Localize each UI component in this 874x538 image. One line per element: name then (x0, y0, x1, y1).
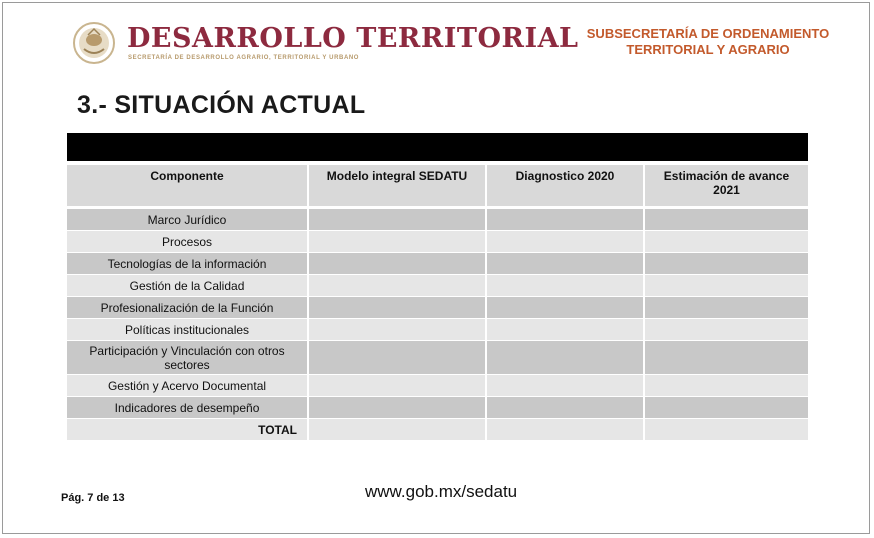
section-title: 3.- SITUACIÓN ACTUAL (77, 91, 366, 119)
modelo-total-cell (308, 419, 486, 441)
table-row (67, 341, 808, 375)
componente-cell: Indicadores de desempeño (67, 397, 308, 419)
col-header-diagnostico-2020: Diagnostico 2020 (486, 165, 644, 208)
table-row (67, 253, 808, 275)
table-row (67, 375, 808, 397)
diagnostico-cell (486, 208, 644, 231)
modelo-cell (308, 231, 486, 253)
footer-url[interactable]: www.gob.mx/sedatu (365, 482, 518, 501)
table-header-row (67, 165, 808, 208)
table-row (67, 275, 808, 297)
componente-cell: Gestión y Acervo Documental (67, 375, 308, 397)
estimacion-cell (644, 319, 808, 341)
estimacion-cell (644, 208, 808, 231)
estimacion-cell (644, 275, 808, 297)
diagnostico-cell (486, 297, 644, 319)
componente-cell: Políticas institucionales (67, 319, 308, 341)
estimacion-cell (644, 253, 808, 275)
estimacion-cell (644, 297, 808, 319)
diagnostico-cell (486, 341, 644, 375)
modelo-cell (308, 253, 486, 275)
table-total-row (67, 419, 808, 441)
modelo-cell (308, 208, 486, 231)
subsecretaria-title: SUBSECRETARÍA DE ORDENAMIENTO TERRITORIAL Y AGRARIO (586, 26, 830, 57)
table-row (67, 397, 808, 419)
estimacion-cell (644, 231, 808, 253)
modelo-cell (308, 397, 486, 419)
total-label: TOTAL (67, 419, 308, 441)
brand-title: DESARROLLO TERRITORIAL (127, 23, 579, 54)
table-row (67, 208, 808, 231)
modelo-cell (308, 297, 486, 319)
componente-cell: Profesionalización de la Función (67, 297, 308, 319)
table-row (67, 319, 808, 341)
diagnostico-cell (486, 231, 644, 253)
modelo-cell (308, 275, 486, 297)
table-row (67, 231, 808, 253)
diagnostico-cell (486, 375, 644, 397)
diagnostico-total-cell (486, 419, 644, 441)
componente-cell: Procesos (67, 231, 308, 253)
diagnostico-cell (486, 397, 644, 419)
componente-cell: Marco Jurídico (67, 208, 308, 231)
estimacion-cell (644, 397, 808, 419)
col-header-modelo-integral: Modelo integral SEDATU (308, 165, 486, 208)
modelo-cell (308, 319, 486, 341)
diagnostico-cell (486, 253, 644, 275)
brand-subtitle: SECRETARÍA DE DESARROLLO AGRARIO, TERRITORIAL Y URBANO (128, 55, 360, 61)
diagnostico-cell (486, 319, 644, 341)
page-number: Pág. 7 de 13 (61, 492, 125, 504)
situation-table (67, 165, 808, 441)
table-row (67, 297, 808, 319)
col-header-componente: Componente (67, 165, 308, 208)
col-header-estimacion-2021: Estimación de avance 2021 (644, 165, 808, 208)
estimacion-cell (644, 341, 808, 375)
componente-cell: Tecnologías de la información (67, 253, 308, 275)
modelo-cell (308, 341, 486, 375)
estimacion-cell (644, 375, 808, 397)
componente-cell: Participación y Vinculación con otros sectores (67, 341, 308, 375)
diagnostico-cell (486, 275, 644, 297)
estimacion-total-cell (644, 419, 808, 441)
mexico-coat-of-arms-icon (69, 21, 119, 65)
slide (2, 2, 870, 534)
componente-cell: Gestión de la Calidad (67, 275, 308, 297)
table-title-band (67, 133, 808, 161)
modelo-cell (308, 375, 486, 397)
